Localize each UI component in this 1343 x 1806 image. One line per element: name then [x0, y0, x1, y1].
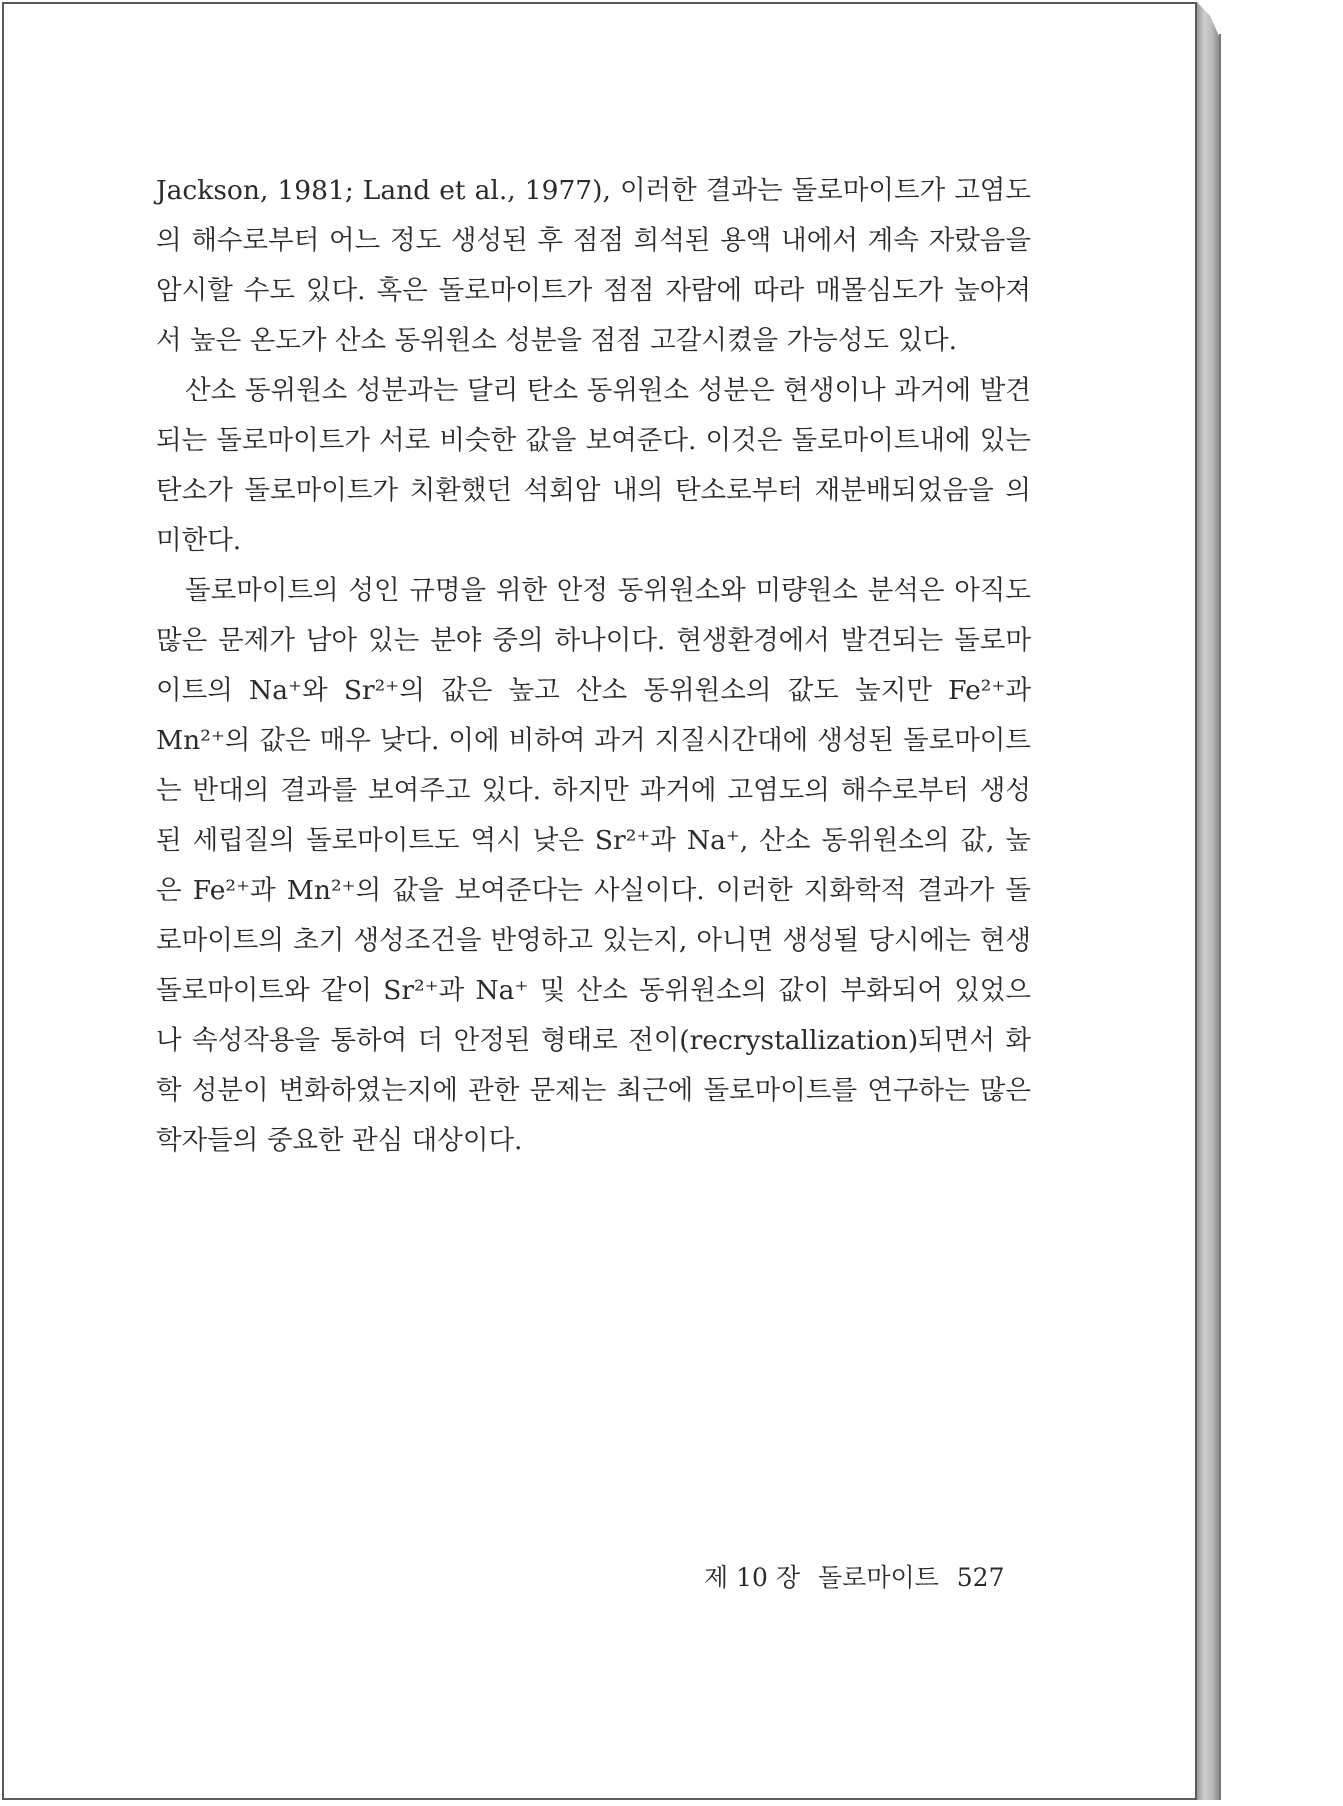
chapter-title: 돌로마이트 [818, 1563, 939, 1592]
paragraph-1: Jackson, 1981; Land et al., 1977), 이러한 결과는 돌로마이트가 고염도의 해수로부터 어느 정도 생성된 후 점점 희석된 용액 내에서 계속 자랐음을 암시할 수도 있다. 혹은 돌로마이트가 점점 자람에 따라 매몰심도가 높아져서 높은 온도가 산소 동위원소 성분을 점점 고갈시켰을 가능성도 있다. [156, 175, 1031, 356]
chapter-label: 제 10 장 [704, 1563, 801, 1592]
book-page [2, 2, 1197, 1800]
paragraph-2: 산소 동위원소 성분과는 달리 탄소 동위원소 성분은 현생이나 과거에 발견되는 돌로마이트가 서로 비슷한 값을 보여준다. 이것은 돌로마이트내에 있는 탄소가 돌로마이트가 치환했던 석회암 내의 탄소로부터 재분배되었음을 의미한다. [156, 375, 1031, 556]
page-number: 527 [956, 1563, 1005, 1592]
body-text [156, 166, 1031, 1166]
page-edge-shadow [1197, 2, 1219, 1800]
page-edge-line [1219, 34, 1221, 1800]
paragraph-3: 돌로마이트의 성인 규명을 위한 안정 동위원소와 미량원소 분석은 아직도 많은 문제가 남아 있는 분야 중의 하나이다. 현생환경에서 발견되는 돌로마이트의 Na⁺와 Sr²⁺의 값은 높고 산소 동위원소의 값도 높지만 Fe²⁺과 Mn²⁺의 값은 매우 낮다. 이에 비하여 과거 지질시간대에 생성된 돌로마이트는 반대의 결과를 보여주고 있다. 하지만 과거에 고염도의 해수로부터 생성된 세립질의 돌로마이트도 역시 낮은 Sr²⁺과 Na⁺, 산소 동위원소의 값, 높은 Fe²⁺과 Mn²⁺의 값을 보여준다는 사실이다. 이러한 지화학적 결과가 돌로마이트의 초기 생성조건을 반영하고 있는지, 아니면 생성될 당시에는 현생 돌로마이트와 같이 Sr²⁺과 Na⁺ 및 산소 동위원소의 값이 부화되어 있었으나 속성작용을 통하여 더 안정된 형태로 전이(recrystallization)되면서 화학 성분이 변화하였는지에 관한 문제는 최근에 돌로마이트를 연구하는 많은 학자들의 중요한 관심 대상이다. [156, 575, 1031, 1156]
page-footer [704, 1558, 1005, 1594]
